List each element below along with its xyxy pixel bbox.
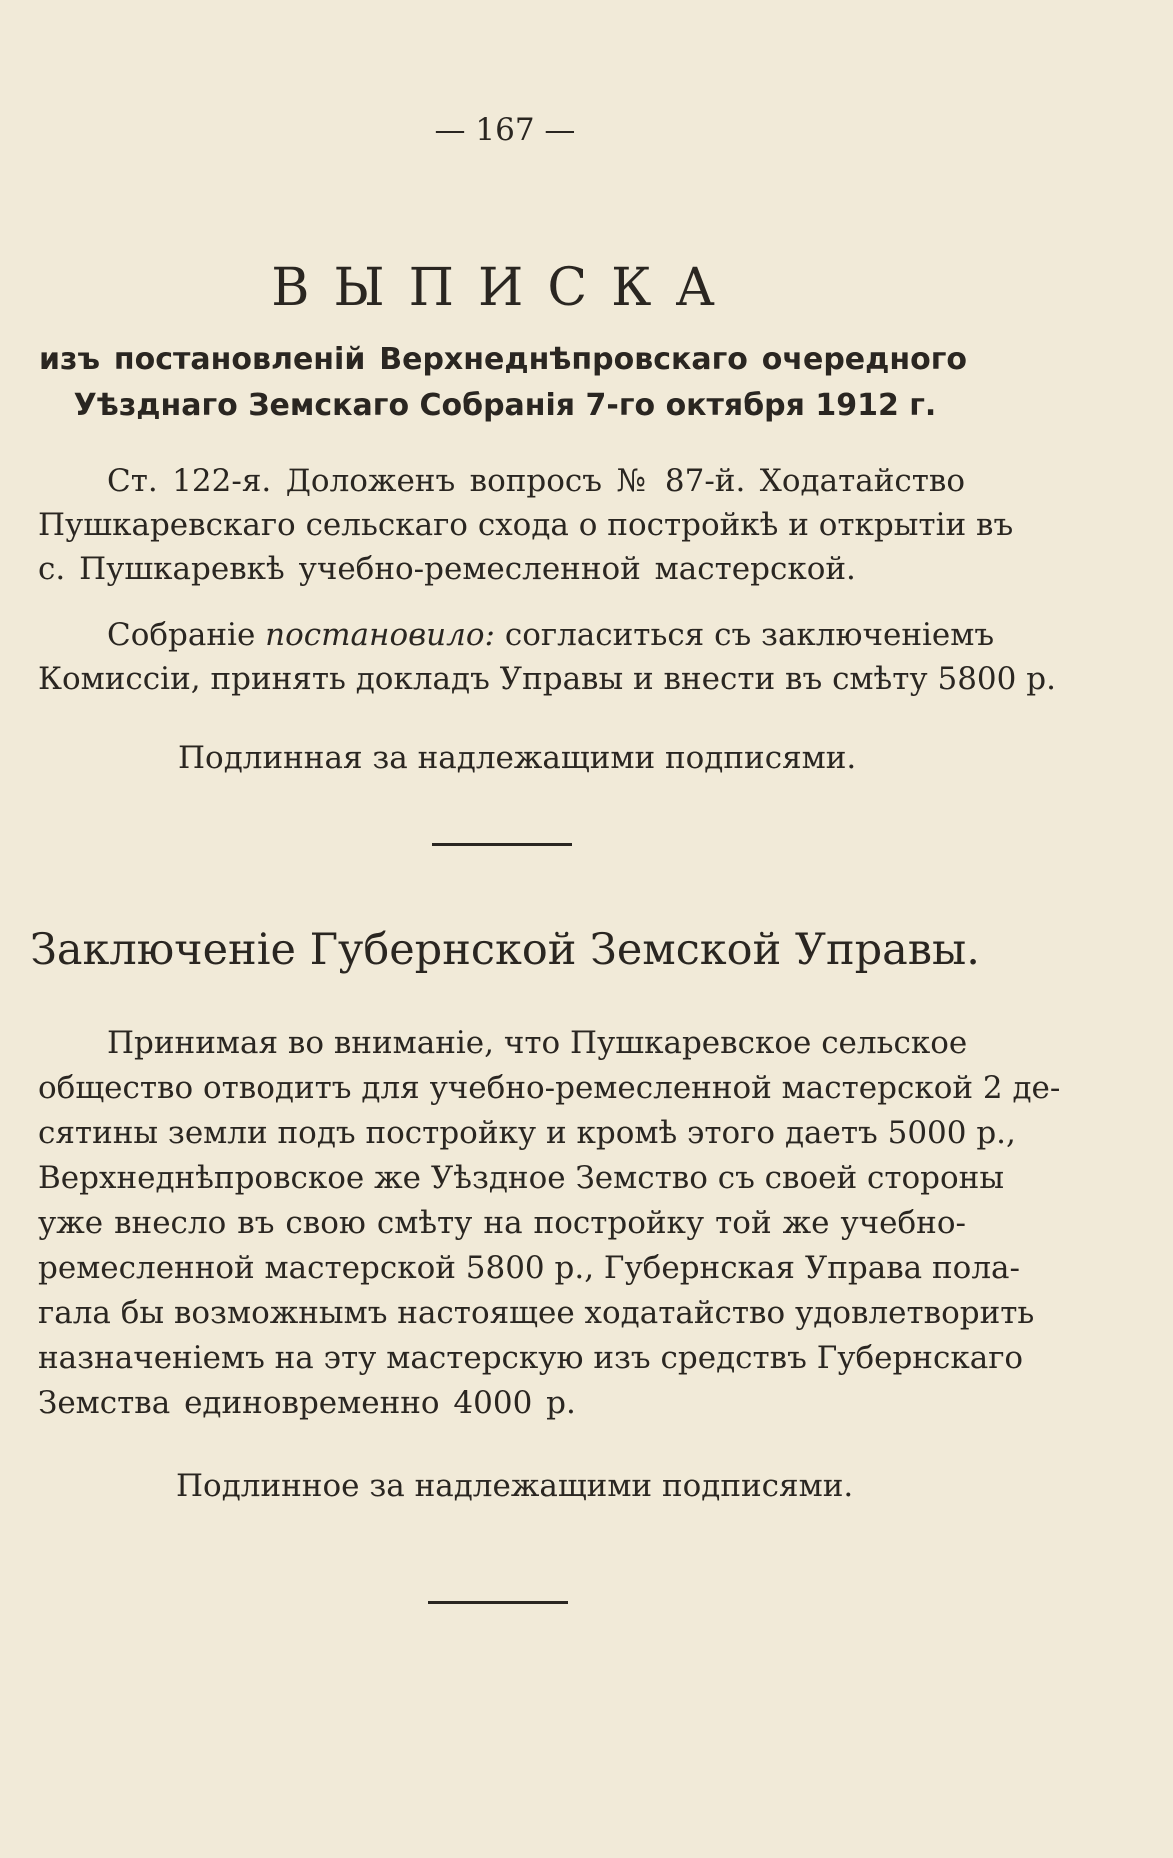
conclusion-line-5: уже внесло въ свою смѣту на постройку той же учебно-	[38, 1205, 966, 1241]
conclusion-line-8: назначеніемъ на эту мастерскую изъ средствъ Губернскаго	[38, 1340, 1024, 1376]
page-number: — 167 —	[434, 112, 576, 148]
conclusion-line-6: ремесленной мастерской 5800 р., Губернская Управа пола-	[38, 1250, 1020, 1286]
signature-1: Подлинная за надлежащими подписями.	[178, 740, 857, 776]
document-title: ВЫПИСКА	[271, 258, 739, 318]
conclusion-line-4: Верхнеднѣпровское же Уѣздное Земство съ своей стороны	[38, 1160, 1005, 1196]
conclusion-line-9: Земства единовременно 4000 р.	[38, 1385, 576, 1421]
resolution-prefix: Собраніе	[107, 617, 256, 653]
article-line-1: Ст. 122-я. Доложенъ вопросъ № 87-й. Ходатайство	[107, 463, 965, 499]
subtitle-line-1: изъ постановленій Верхнеднѣпровскаго очередного	[39, 342, 967, 377]
conclusion-line-2: общество отводитъ для учебно-ремесленной мастерской 2 де-	[38, 1070, 1061, 1106]
resolution-line-1	[107, 617, 995, 653]
section-heading: Заключеніе Губернской Земской Управы.	[30, 925, 980, 975]
article-line-3: с. Пушкаревкѣ учебно-ремесленной мастерской.	[38, 551, 856, 587]
divider-rule-2	[428, 1601, 568, 1604]
conclusion-line-7: гала бы возможнымъ настоящее ходатайство удовлетворить	[38, 1295, 1035, 1331]
resolution-line-2: Комиссіи, принять докладъ Управы и внести въ смѣту 5800 р.	[38, 661, 1056, 697]
conclusion-line-3: сятины земли подъ постройку и кромѣ этого даетъ 5000 р.,	[38, 1115, 1016, 1151]
divider-rule-1	[432, 843, 572, 846]
signature-2: Подлинное за надлежащими подписями.	[176, 1468, 854, 1504]
article-line-2: Пушкаревскаго сельскаго схода о постройкѣ и открытіи въ	[38, 507, 1014, 543]
resolution-line-1-rest: согласиться съ заключеніемъ	[504, 617, 995, 653]
conclusion-line-1: Принимая во вниманіе, что Пушкаревское сельское	[107, 1025, 968, 1061]
resolution-emphasis: постановило:	[265, 617, 495, 653]
subtitle-line-2: Уѣзднаго Земскаго Собранія 7-го октября 1912 г.	[73, 388, 937, 423]
